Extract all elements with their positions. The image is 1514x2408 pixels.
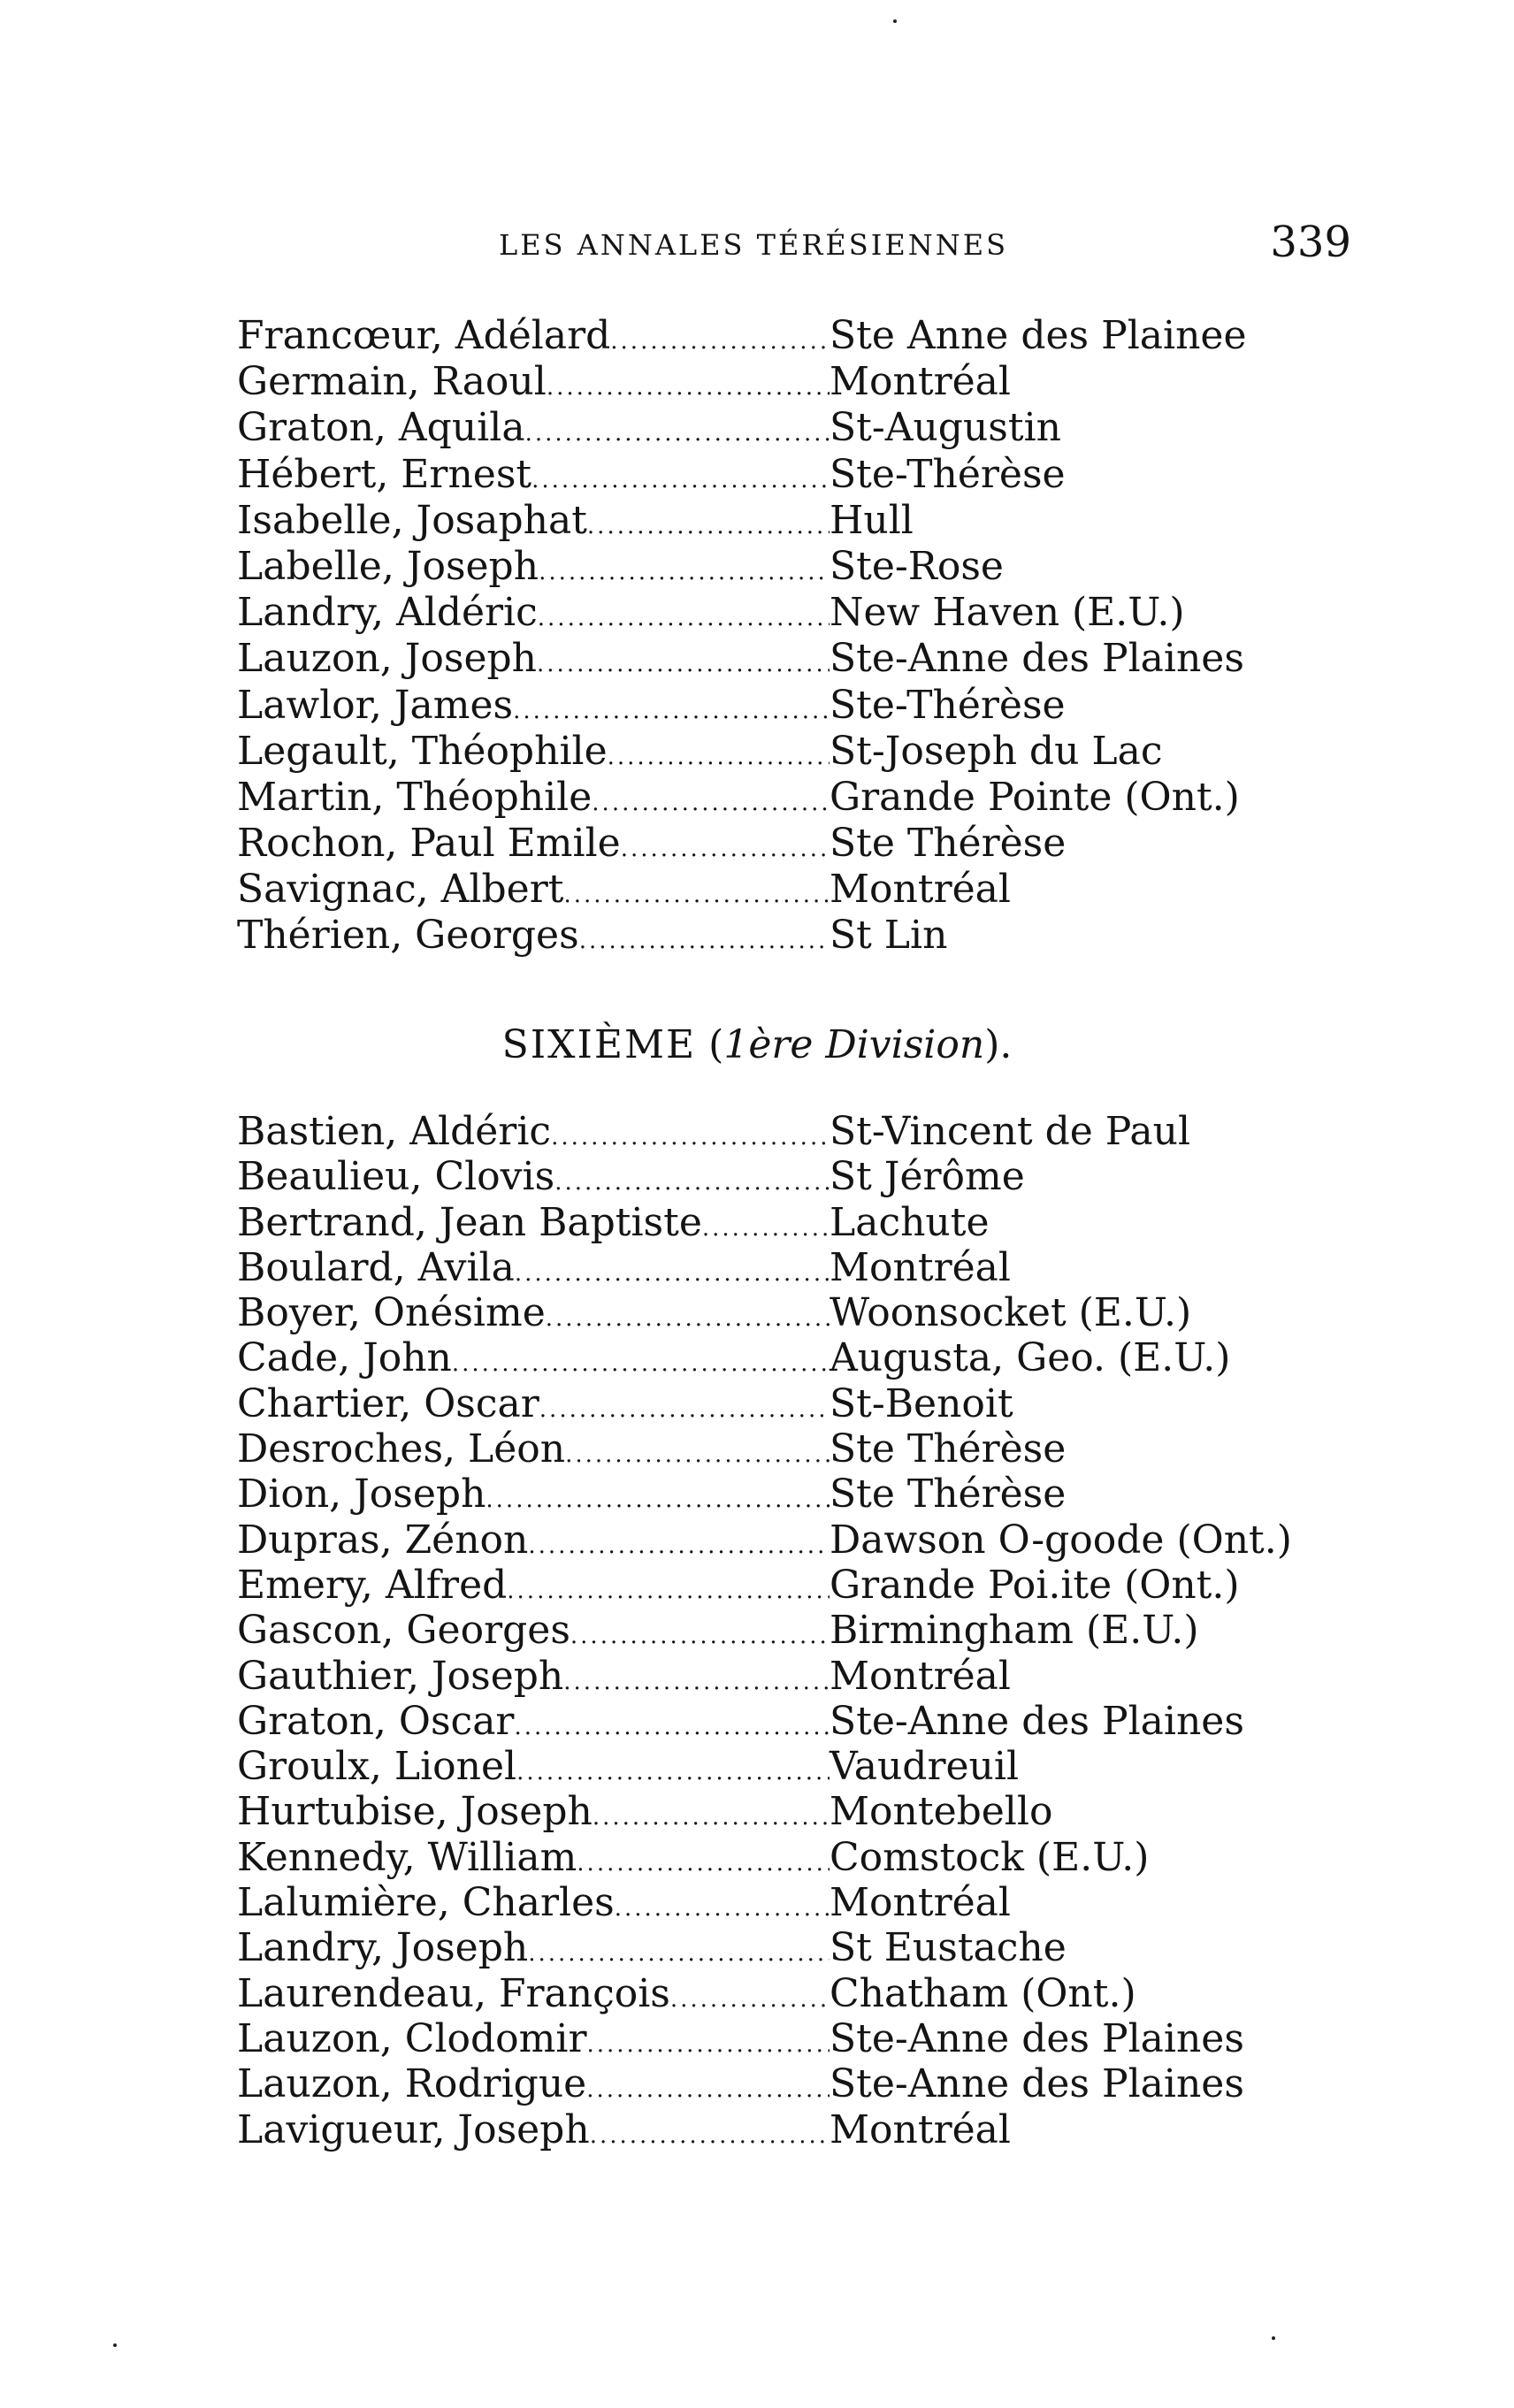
dot-leader — [525, 410, 830, 456]
hometown: St-Benoit — [830, 1380, 1013, 1426]
dot-leader — [539, 1387, 830, 1433]
dot-leader — [538, 595, 830, 641]
list-item — [237, 2016, 1298, 2061]
list-item — [237, 1880, 1298, 1925]
hometown: Ste Thérèse — [830, 1472, 1067, 1517]
student-name: Isabelle, Josaphat — [237, 497, 587, 543]
student-name: Lavigueur, Joseph — [237, 2106, 590, 2152]
student-name: Labelle, Joseph — [237, 543, 539, 589]
hometown: Ste-Anne des Plaines — [830, 1698, 1244, 1744]
student-name: Dion, Joseph — [237, 1472, 486, 1517]
dot-leader — [546, 1296, 830, 1342]
student-name: Bastien, Aldéric — [237, 1109, 552, 1154]
hometown: Ste-Anne des Plaines — [830, 2015, 1244, 2061]
hometown: Ste-Thérèse — [830, 451, 1066, 497]
hometown: Montréal — [830, 2106, 1011, 2152]
student-list-part-1 — [237, 313, 1298, 959]
hometown: Grande Poi.ite (Ont.) — [830, 1562, 1240, 1608]
list-item — [237, 1472, 1298, 1517]
dot-leader — [515, 1250, 830, 1296]
hometown: St Jérôme — [830, 1154, 1025, 1200]
student-name: Legault, Théophile — [237, 728, 608, 774]
hometown: Comstock (E.U.) — [830, 1834, 1150, 1880]
dot-leader — [615, 1885, 830, 1931]
hometown: Grande Pointe (Ont.) — [830, 774, 1240, 820]
student-name: Dupras, Zénon — [237, 1517, 529, 1563]
list-item — [237, 359, 1298, 405]
section-division: 1ère Division — [723, 1022, 985, 1067]
student-name: Landry, Joseph — [237, 1925, 529, 1971]
hometown: New Haven (E.U.) — [830, 590, 1185, 636]
hometown: St Lin — [830, 913, 948, 959]
dot-leader — [586, 2067, 830, 2113]
student-name: Cade, John — [237, 1335, 452, 1381]
student-name: Bertrand, Jean Baptiste — [237, 1199, 702, 1245]
list-item — [237, 405, 1298, 451]
student-name: Desroches, Léon — [237, 1426, 566, 1472]
dot-leader — [551, 1114, 830, 1160]
hometown: St-Joseph du Lac — [830, 728, 1163, 774]
dot-leader — [539, 549, 830, 595]
paper-speck — [113, 2343, 117, 2347]
list-item — [237, 913, 1298, 959]
student-name: Savignac, Albert — [237, 867, 564, 913]
section-paren-close: ). — [984, 1022, 1013, 1067]
dot-leader — [565, 1432, 830, 1478]
student-name: Boyer, Onésime — [237, 1290, 546, 1336]
student-name: Lauzon, Clodomir — [237, 2015, 587, 2061]
list-item — [237, 2061, 1298, 2106]
dot-leader — [514, 1704, 830, 1750]
hometown: Dawson O-goode (Ont.) — [830, 1517, 1292, 1563]
dot-leader — [516, 1749, 830, 1795]
paper-speck — [1272, 2336, 1275, 2340]
hometown: Montréal — [830, 359, 1011, 405]
dot-leader — [547, 364, 830, 410]
hometown: St Eustache — [830, 1925, 1067, 1971]
list-item — [237, 452, 1298, 498]
hometown: Birmingham (E.U.) — [830, 1608, 1199, 1654]
student-name: Gascon, Georges — [237, 1608, 570, 1654]
dot-leader — [528, 1930, 830, 1976]
list-item — [237, 775, 1298, 821]
list-item — [237, 498, 1298, 544]
hometown: Ste Anne des Plainee — [830, 313, 1247, 358]
list-item — [237, 1245, 1298, 1290]
student-name: Lawlor, James — [237, 682, 514, 728]
hometown: Chatham (Ont.) — [830, 1970, 1136, 2016]
list-item — [237, 1517, 1298, 1563]
dot-leader — [702, 1205, 830, 1251]
page-number: 339 — [1270, 218, 1351, 267]
dot-leader — [579, 918, 830, 964]
section-title: SIXIÈME — [501, 1022, 697, 1067]
dot-leader — [593, 1794, 830, 1840]
hometown: Ste-Anne des Plaines — [830, 2061, 1244, 2107]
running-head — [237, 218, 1351, 271]
list-item — [237, 683, 1298, 729]
hometown: Ste-Thérèse — [830, 682, 1066, 728]
hometown: Ste Thérèse — [830, 821, 1067, 867]
student-name: Beaulieu, Clovis — [237, 1154, 555, 1200]
hometown: Ste-Rose — [830, 543, 1004, 589]
hometown: Montréal — [830, 1244, 1011, 1290]
student-name: Gauthier, Joseph — [237, 1653, 564, 1699]
list-item — [237, 1154, 1298, 1199]
dot-leader — [563, 872, 830, 918]
student-name: Groulx, Lionel — [237, 1744, 517, 1790]
list-item — [237, 590, 1298, 636]
student-name: Hurtubise, Joseph — [237, 1789, 593, 1835]
dot-leader — [577, 1840, 830, 1886]
section-heading — [0, 1022, 1514, 1067]
dot-leader — [528, 1523, 830, 1569]
student-name: Lauzon, Joseph — [237, 636, 538, 682]
hometown: Lachute — [830, 1199, 990, 1245]
dot-leader — [610, 318, 830, 364]
list-item — [237, 313, 1298, 359]
list-item — [237, 1925, 1298, 1970]
hometown: Montréal — [830, 1880, 1011, 1926]
student-name: Boulard, Avila — [237, 1244, 515, 1290]
list-item — [237, 1563, 1298, 1608]
list-item — [237, 1608, 1298, 1653]
hometown: Vaudreuil — [830, 1744, 1020, 1790]
hometown: Montréal — [830, 1653, 1011, 1699]
list-item — [237, 1971, 1298, 2016]
section-paren-open: ( — [708, 1022, 724, 1067]
list-item — [237, 1335, 1298, 1380]
dot-leader — [608, 734, 830, 780]
student-name: Martin, Théophile — [237, 774, 593, 820]
hometown: Ste-Anne des Plaines — [830, 636, 1244, 682]
list-item — [237, 1290, 1298, 1335]
student-name: Emery, Alfred — [237, 1562, 508, 1608]
student-name: Thérien, Georges — [237, 913, 579, 959]
hometown: Hull — [830, 497, 914, 543]
dot-leader — [586, 2022, 830, 2068]
list-item — [237, 729, 1298, 775]
dot-leader — [670, 1976, 830, 2022]
student-name: Rochon, Paul Emile — [237, 821, 621, 867]
dot-leader — [621, 826, 830, 872]
list-item — [237, 2107, 1298, 2152]
student-name: Francœur, Adélard — [237, 313, 611, 358]
running-title: LES ANNALES TÉRÉSIENNES — [499, 228, 1008, 262]
list-item — [237, 1381, 1298, 1426]
student-list-part-2 — [237, 1109, 1298, 2152]
student-name: Lauzon, Rodrigue — [237, 2061, 587, 2107]
list-item — [237, 544, 1298, 590]
student-name: Graton, Oscar — [237, 1698, 515, 1744]
student-name: Hébert, Ernest — [237, 451, 532, 497]
hometown: St-Vincent de Paul — [830, 1109, 1191, 1154]
list-item — [237, 1789, 1298, 1834]
student-name: Lalumière, Charles — [237, 1880, 615, 1926]
dot-leader — [531, 457, 830, 503]
dot-leader — [570, 1613, 830, 1659]
dot-leader — [590, 2113, 830, 2159]
dot-leader — [563, 1659, 830, 1705]
student-name: Germain, Raoul — [237, 359, 547, 405]
student-name: Graton, Aquila — [237, 405, 525, 451]
hometown: St-Augustin — [830, 405, 1061, 451]
dot-leader — [592, 780, 830, 826]
hometown: Augusta, Geo. (E.U.) — [830, 1335, 1231, 1381]
list-item — [237, 1835, 1298, 1880]
student-name: Laurendeau, François — [237, 1970, 670, 2016]
dot-leader — [486, 1477, 830, 1523]
dot-leader — [587, 503, 830, 549]
list-item — [237, 1654, 1298, 1699]
list-item — [237, 821, 1298, 867]
list-item — [237, 1109, 1298, 1154]
paper-speck — [893, 19, 897, 23]
hometown: Montebello — [830, 1789, 1053, 1835]
student-name: Kennedy, William — [237, 1834, 577, 1880]
dot-leader — [513, 688, 830, 734]
list-item — [237, 1200, 1298, 1245]
dot-leader — [554, 1159, 830, 1205]
list-item — [237, 1699, 1298, 1744]
student-name: Chartier, Oscar — [237, 1380, 539, 1426]
dot-leader — [537, 641, 830, 687]
list-item — [237, 1744, 1298, 1789]
list-item — [237, 636, 1298, 682]
student-name: Landry, Aldéric — [237, 590, 538, 636]
hometown: Woonsocket (E.U.) — [830, 1290, 1192, 1336]
list-item — [237, 1426, 1298, 1472]
dot-leader — [507, 1568, 830, 1614]
list-item — [237, 867, 1298, 913]
hometown: Montréal — [830, 867, 1011, 913]
hometown: Ste Thérèse — [830, 1426, 1067, 1472]
dot-leader — [452, 1341, 830, 1387]
